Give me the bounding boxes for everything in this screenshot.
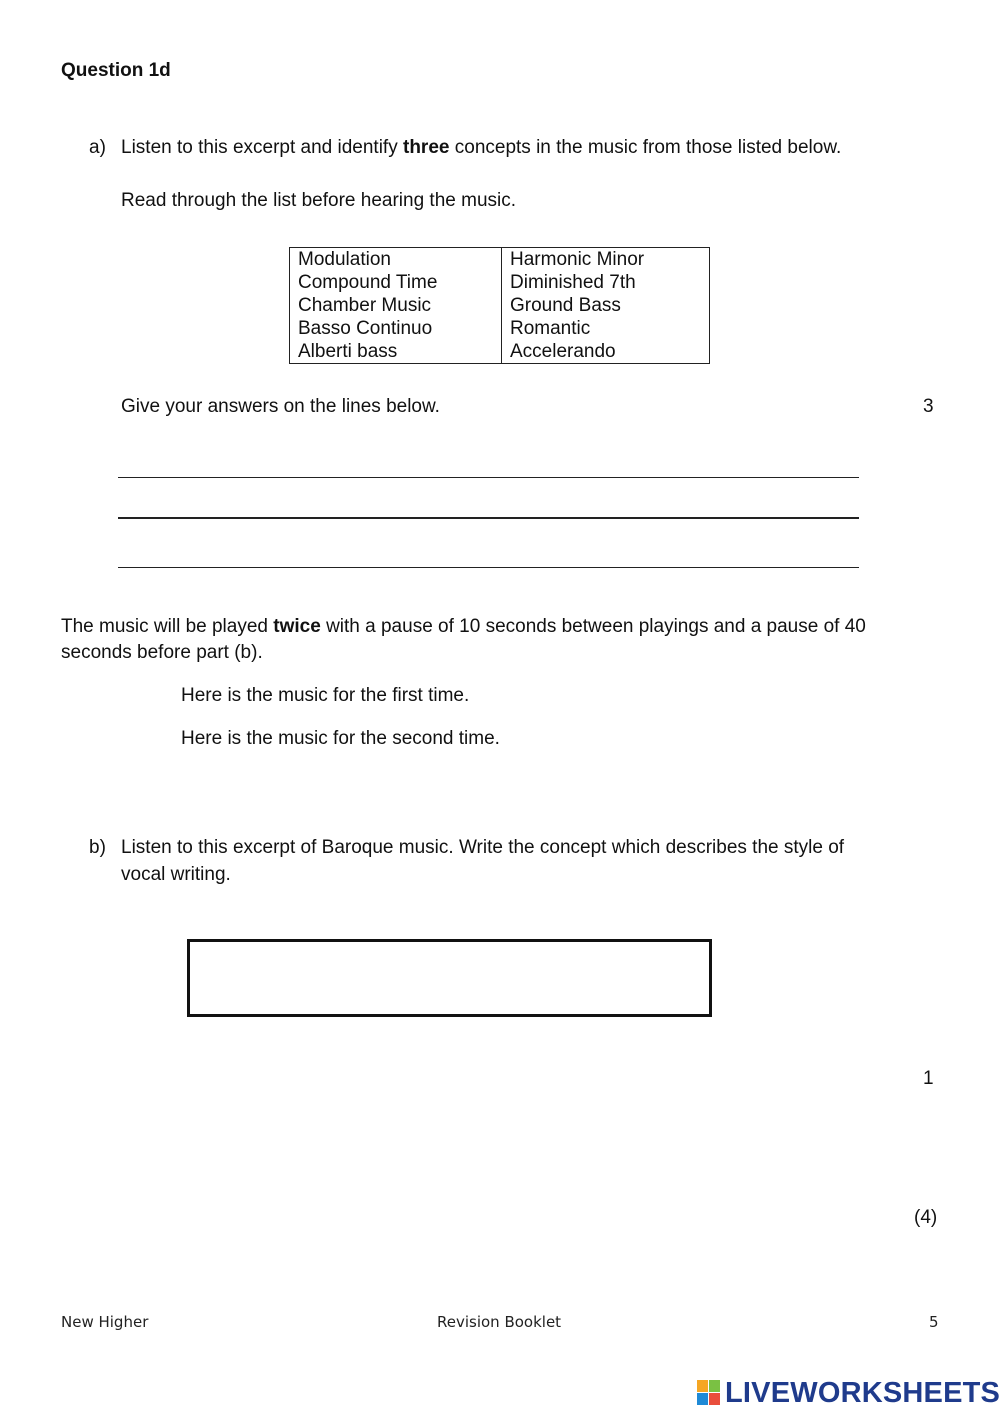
footer-center: Revision Booklet: [437, 1313, 562, 1331]
concept-item: Ground Bass: [510, 295, 621, 316]
total-marks: (4): [914, 1207, 938, 1228]
concept-item: Accelerando: [510, 341, 616, 362]
second-time-note: Here is the music for the second time.: [181, 728, 500, 749]
answer-line-1[interactable]: [118, 477, 859, 478]
concept-item: Harmonic Minor: [510, 249, 645, 270]
first-time-note: Here is the music for the first time.: [181, 685, 470, 706]
part-a-marks: 3: [923, 396, 934, 417]
page-number: 5: [929, 1313, 939, 1331]
liveworksheets-logo-text: LIVEWORKSHEETS: [725, 1376, 1000, 1409]
liveworksheets-logo-icon: [697, 1380, 721, 1406]
concepts-column-right: [502, 248, 710, 364]
part-a-instruction-pre: Listen to this excerpt and identify: [121, 137, 403, 158]
concepts-table: [289, 247, 710, 364]
concept-item: Chamber Music: [298, 295, 432, 316]
question-title: Question 1d: [61, 60, 171, 81]
part-b-instruction-line-1: Listen to this excerpt of Baroque music. Write the concept which describes the style of: [121, 837, 845, 858]
part-b-marker: b): [89, 837, 106, 858]
part-b-instruction-line-2: vocal writing.: [121, 864, 231, 885]
concept-item: Alberti bass: [298, 341, 398, 362]
concepts-column-left: [290, 248, 502, 364]
playback-line-1-post: with a pause of 10 seconds between playings and a pause of 40: [320, 616, 866, 637]
read-note: Read through the list before hearing the music.: [121, 190, 517, 211]
concept-item: Compound Time: [298, 272, 438, 293]
playback-line-1: [61, 614, 866, 640]
concept-item: Romantic: [510, 318, 591, 339]
answer-prompt: Give your answers on the lines below.: [121, 396, 440, 417]
part-a-instruction-post: concepts in the music from those listed below.: [449, 137, 842, 158]
part-a-marker: a): [89, 137, 106, 158]
part-b-marks: 1: [923, 1068, 934, 1089]
part-b-answer-box[interactable]: [187, 939, 712, 1017]
footer-left: New Higher: [61, 1313, 149, 1331]
playback-line-1-pre: The music will be played: [61, 616, 274, 637]
concept-item: Basso Continuo: [298, 318, 433, 339]
concept-item: Modulation: [298, 249, 391, 270]
part-a-instruction-bold: three: [403, 137, 450, 158]
liveworksheets-logo: [697, 1378, 1000, 1408]
answer-line-3[interactable]: [118, 567, 859, 568]
concept-item: Diminished 7th: [510, 272, 636, 293]
part-a-instruction: [121, 135, 841, 161]
playback-line-2: seconds before part (b).: [61, 642, 263, 663]
answer-line-2[interactable]: [118, 517, 859, 519]
playback-line-1-bold: twice: [273, 616, 321, 637]
